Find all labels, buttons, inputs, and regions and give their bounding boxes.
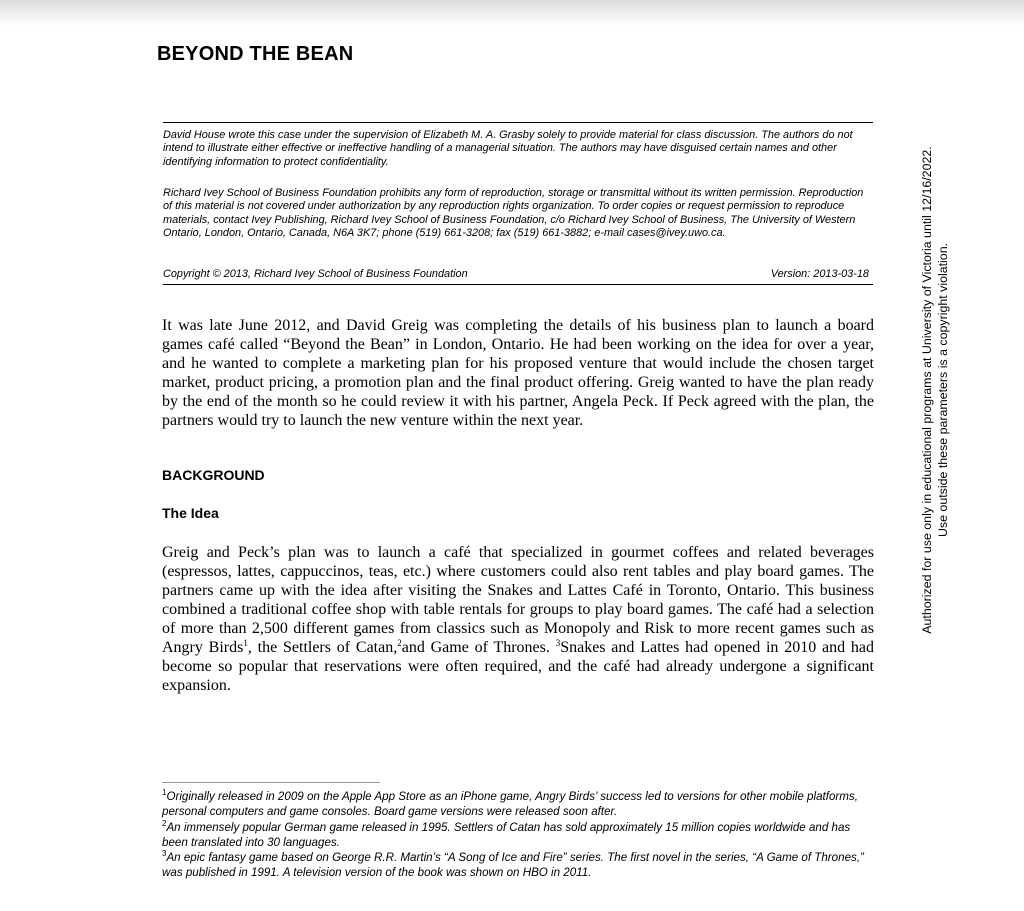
author-notice: David House wrote this case under the supervision of Elizabeth M. A. Grasby solely to provide material for class discussion. The authors do not intend to illustrate either effective or ineffective handling of a managerial situation. The authors may have disguised certain names and other identifying information to protect confidentiality. <box>163 129 853 168</box>
footnote-2 <box>162 820 874 851</box>
authorization-line-1: Authorized for use only in educational programs at University of Victoria until 12/16/2022. <box>920 146 934 634</box>
authorization-watermark <box>919 130 951 650</box>
header-bottom-rule <box>163 284 873 285</box>
idea-text-part3: and Game of Thrones. <box>401 639 556 656</box>
copyright-row <box>163 268 869 280</box>
footnote-ref-3[interactable]: 3 <box>555 638 561 648</box>
rights-notice: Richard Ivey School of Business Foundation prohibits any form of reproduction, storage or transmittal without its written permission. Reproduction of this material is not covered under authorization by any reproduction rights organization. To order copies or request permission to reproduce materials, contact Ivey Publishing, Richard Ivey School of Business Foundation, c/o Richard Ivey School of Business, The University of Western Ontario, London, Ontario, Canada, N6A 3K7; phone (519) 661-3208; fax (519) 661-3882; e-mail cases@ivey.uwo.ca. <box>163 187 864 239</box>
footnote-text: An immensely popular German game released in 1995. Settlers of Catan has sold approximately 15 million copies worldwide and has been translated into 30 languages. <box>162 820 851 849</box>
copyright-text: Copyright © 2013, Richard Ivey School of Business Foundation <box>163 268 468 280</box>
footnotes <box>162 789 874 881</box>
authorization-line-2: Use outside these parameters is a copyright violation. <box>936 242 950 538</box>
idea-text-part4: Snakes and Lattes had opened in 2010 and had become so popular that reservations were often required, and the café had already undergone a significant expansion. <box>162 639 875 694</box>
footnote-number: 2 <box>162 818 167 828</box>
intro-paragraph: It was late June 2012, and David Greig was completing the details of his business plan to launch a board games café called “Beyond the Bean” in London, Ontario. He had been working on the idea for over a year, and he wanted to complete a marketing plan for his proposed venture that would include the chosen target market, product pricing, a promotion plan and the final product offering. Greig wanted to have the plan ready by the end of the month so he could review it with his partner, Angela Peck. If Peck agreed with the plan, the partners would try to launch the new venture within the next year. <box>162 317 874 429</box>
subsection-heading-idea: The Idea <box>162 505 219 521</box>
footnote-1 <box>162 789 874 820</box>
footnote-text: Originally released in 2009 on the Apple App Store as an iPhone game, Angry Birds’ success led to versions for other mobile platforms, personal computers and game consoles. Board game versions were released soon after. <box>162 790 858 819</box>
idea-paragraph <box>162 543 874 695</box>
section-heading-background: BACKGROUND <box>162 467 265 483</box>
idea-text-part2: , the Settlers of Catan, <box>247 639 398 656</box>
footnote-number: 1 <box>162 788 167 797</box>
header-top-rule <box>163 122 873 123</box>
idea-text-part1: Greig and Peck’s plan was to launch a café that specialized in gourmet coffees and related beverages (espressos, lattes, cappuccinos, teas, etc.) where customers could also rent tables and play board games. The partners came up with the idea after visiting the Snakes and Lattes Café in Toronto, Ontario. This business combined a traditional coffee shop with table rentals for groups to play board games. The café had a selection of more than 2,500 different games from classics such as Monopoly and Risk to more recent games such as Angry Birds <box>162 544 874 656</box>
footnote-ref-2[interactable]: 2 <box>397 638 402 648</box>
version-text: Version: 2013-03-18 <box>770 268 869 280</box>
footnote-text: An epic fantasy game based on George R.R. Martin’s “A Song of Ice and Fire” series. The first novel in the series, “A Game of Thrones,” was published in 1991. A television version of the book was shown on HBO in 2011. <box>162 851 864 880</box>
case-title: BEYOND THE BEAN <box>157 43 354 65</box>
footnote-3 <box>162 850 874 881</box>
footnote-ref-1[interactable]: 1 <box>243 638 248 648</box>
viewer-top-shadow <box>0 0 1024 26</box>
footnote-separator <box>162 782 380 783</box>
footnote-number: 3 <box>162 849 167 859</box>
